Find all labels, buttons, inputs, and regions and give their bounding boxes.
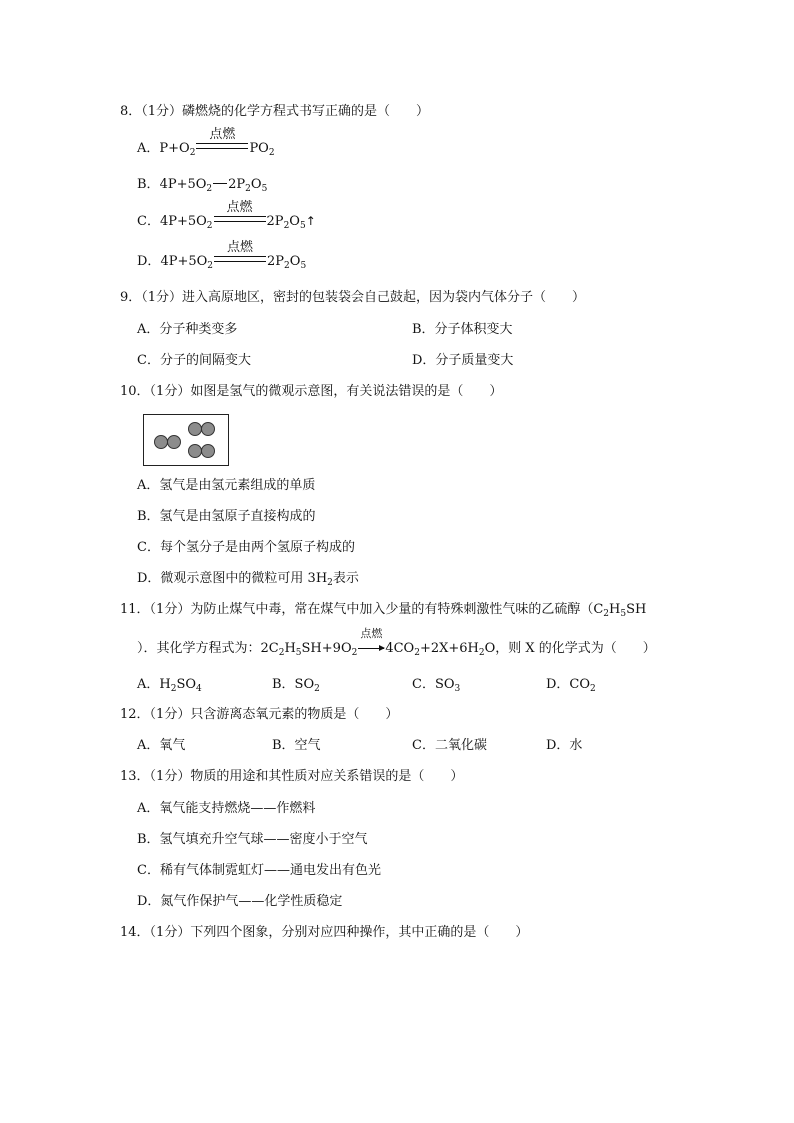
q9-option-c: C．分子的间隔变大 xyxy=(137,353,251,368)
q8-option-d: D．$4P+5O_2$ 点燃 $2P_2O_5$ xyxy=(137,240,307,271)
atom-icon xyxy=(188,444,202,458)
q11-stem-line2: ）．其化学方程式为：$2C_2H_5SH+9O_2$ 点燃 $4CO_2+2X+6H_2O$，则 X 的化学式为（ ） xyxy=(137,627,656,658)
q13-stem: 13．（1分）物质的用途和其性质对应关系错误的是（ ） xyxy=(120,769,464,784)
atom-icon xyxy=(167,435,181,449)
q10-option-a: A．氢气是由氢元素组成的单质 xyxy=(137,478,316,493)
q11-option-d: D．$CO_2$ xyxy=(546,677,596,694)
q13-option-d: D．氮气作保护气——化学性质稳定 xyxy=(137,894,343,909)
q9-option-b: B．分子体积变大 xyxy=(412,322,513,337)
q12-option-a: A．氧气 xyxy=(137,738,186,753)
q12-option-d: D．水 xyxy=(546,738,583,753)
atom-icon xyxy=(201,422,215,436)
q10-option-c: C．每个氢分子是由两个氢原子构成的 xyxy=(137,540,355,555)
q8-stem: 8．（1分）磷燃烧的化学方程式书写正确的是（ ） xyxy=(120,104,430,119)
q12-option-b: B．空气 xyxy=(272,738,321,753)
q8-option-a: A．$P+O_2$ 点燃 $PO_2$ xyxy=(137,127,275,158)
q13-option-a: A．氧气能支持燃烧——作燃料 xyxy=(137,801,316,816)
q10-option-b: B．氢气是由氢原子直接构成的 xyxy=(137,509,316,524)
atom-icon xyxy=(188,422,202,436)
hydrogen-molecule-diagram xyxy=(143,414,229,466)
atom-icon xyxy=(201,444,215,458)
q10-stem: 10．（1分）如图是氢气的微观示意图，有关说法错误的是（ ） xyxy=(120,384,503,399)
q8-option-c: C．$4P+5O_2$ 点燃 $2P_2O_5↑$ xyxy=(137,200,316,231)
q11-option-c: C．$SO_3$ xyxy=(412,677,461,694)
q11-option-b: B．$SO_2$ xyxy=(272,677,320,694)
q10-option-d: D．微观示意图中的微粒可用 $3H_2$表示 xyxy=(137,571,359,588)
q9-option-a: A．分子种类变多 xyxy=(137,322,238,337)
q9-stem: 9．（1分）进入高原地区，密封的包装袋会自己鼓起，因为袋内气体分子（ ） xyxy=(120,290,586,305)
q11-option-a: A．$H_2SO_4$ xyxy=(137,677,202,694)
atom-icon xyxy=(154,435,168,449)
q8-option-b: B．$4P+5O_2$ $2P_2O_5$ xyxy=(137,177,268,194)
q9-option-d: D．分子质量变大 xyxy=(412,353,514,368)
q12-option-c: C．二氧化碳 xyxy=(412,738,487,753)
q13-option-b: B．氢气填充升空气球——密度小于空气 xyxy=(137,832,368,847)
q11-stem-line1: 11．（1分）为防止煤气中毒，常在煤气中加入少量的有特殊刺激性气味的乙硫醇（$C_2H_5SH$ xyxy=(120,602,647,619)
q12-stem: 12．（1分）只含游离态氧元素的物质是（ ） xyxy=(120,707,399,722)
q14-stem: 14．（1分）下列四个图象，分别对应四种操作，其中正确的是（ ） xyxy=(120,925,529,940)
q13-option-c: C．稀有气体制霓虹灯——通电发出有色光 xyxy=(137,863,381,878)
